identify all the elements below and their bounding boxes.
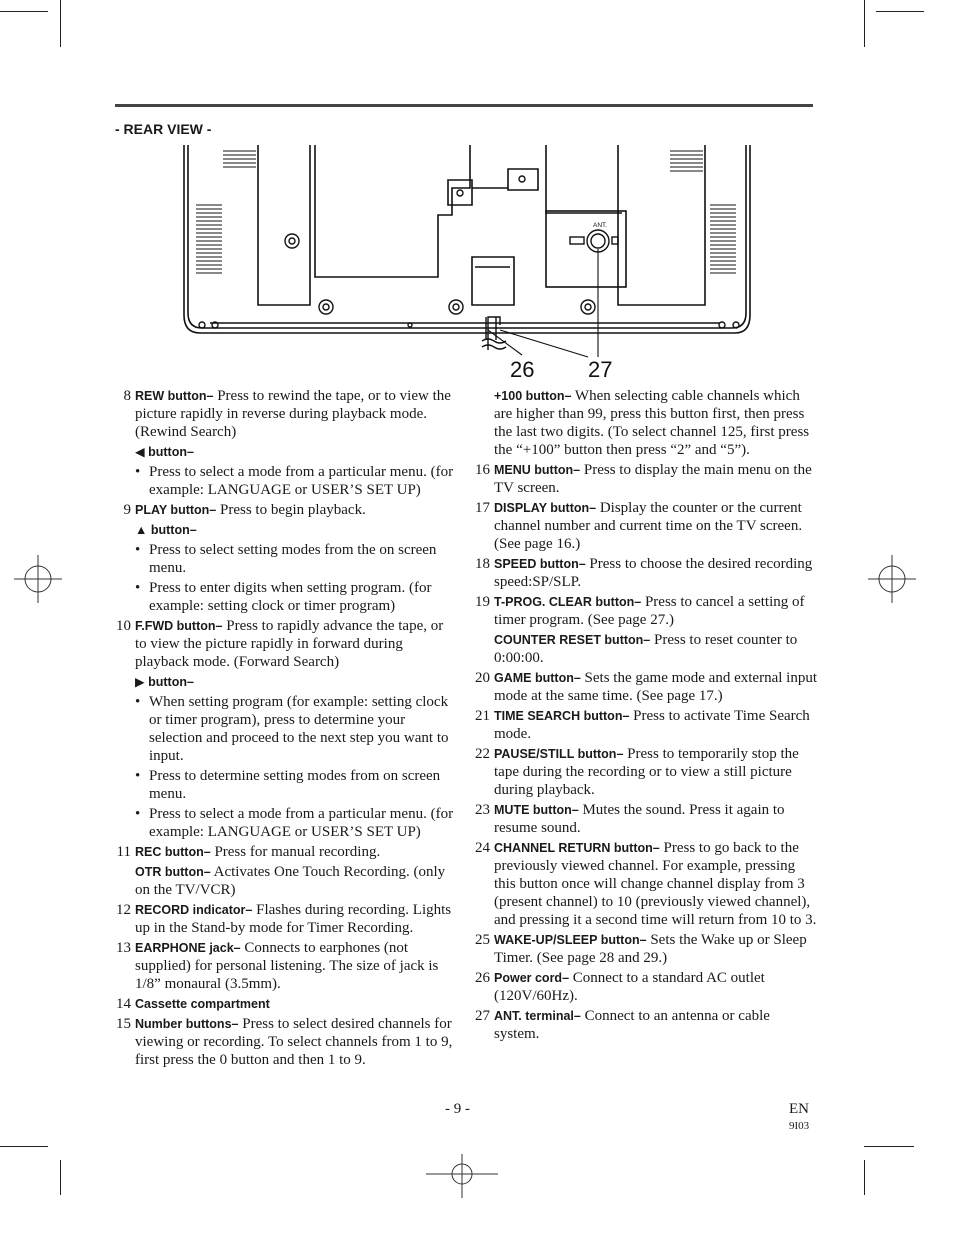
description-item	[113, 995, 458, 1013]
item-keyword: T-PROG. CLEAR button–	[494, 595, 642, 609]
crop-mark	[60, 1160, 61, 1195]
item-keyword: F.FWD button–	[135, 619, 223, 633]
item-number: 22	[475, 746, 490, 762]
description-item	[472, 461, 817, 497]
item-text: Connect to a standard AC outlet (120V/60Hz).	[494, 970, 765, 1004]
sub-item	[113, 863, 458, 899]
sub-item	[113, 443, 458, 461]
description-item	[113, 843, 458, 861]
description-item	[113, 501, 458, 519]
item-text: Press to activate Time Search mode.	[494, 708, 810, 742]
item-keyword: MENU button–	[494, 463, 581, 477]
antenna-label: ANT.	[593, 222, 608, 229]
item-number: 17	[475, 500, 490, 516]
registration-mark-icon	[868, 555, 916, 603]
description-item	[472, 839, 817, 929]
registration-mark-icon	[14, 555, 62, 603]
callout-26: 26	[510, 357, 535, 382]
bullet-text: • Press to select a mode from a particular menu. (for example: LANGUAGE or USER’S SET UP)	[149, 464, 454, 498]
bullet-item	[113, 767, 458, 803]
item-number: 23	[475, 802, 490, 818]
bullet-item	[113, 693, 458, 765]
sub-item-keyword: +100 button–	[494, 389, 572, 403]
item-text: Connect to an antenna or cable system.	[494, 1008, 770, 1042]
sub-item-text: When selecting cable channels which are higher than 99, press this button first, then press the last two digits. (To select channel 125, first press the “+100” button then press “2” and “5”).	[494, 388, 810, 458]
item-keyword: EARPHONE jack–	[135, 941, 241, 955]
item-keyword: Power cord–	[494, 971, 570, 985]
bullet-item	[113, 541, 458, 577]
bullet-item	[113, 579, 458, 615]
sub-item-keyword: button–	[147, 523, 197, 537]
language-code: EN	[789, 1101, 809, 1117]
bullet-text: • When setting program (for example: setting clock or timer program), press to determine your selection and proceed to the next step you want to input.	[149, 694, 449, 764]
description-item	[113, 939, 458, 993]
item-keyword: WAKE-UP/SLEEP button–	[494, 933, 647, 947]
item-keyword: REW button–	[135, 389, 214, 403]
sub-item-keyword: OTR button–	[135, 865, 211, 879]
item-text: Press to temporarily stop the tape during the recording or to view a still picture during playback.	[494, 746, 799, 798]
item-keyword: ANT. terminal–	[494, 1009, 581, 1023]
callout-27: 27	[588, 357, 613, 382]
description-item	[472, 745, 817, 799]
item-number: 25	[475, 932, 490, 948]
item-keyword: Cassette compartment	[135, 997, 270, 1011]
item-keyword: PLAY button–	[135, 503, 217, 517]
sub-item-keyword: COUNTER RESET button–	[494, 633, 651, 647]
item-number: 9	[123, 502, 131, 518]
bullet-text: • Press to select a mode from a particular menu. (for example: LANGUAGE or USER’S SET UP)	[149, 806, 454, 840]
item-number: 21	[475, 708, 490, 724]
crop-mark	[864, 1146, 914, 1147]
registration-mark-icon	[426, 1152, 498, 1200]
description-item	[113, 901, 458, 937]
description-item	[472, 1007, 817, 1043]
sub-item-keyword: button–	[144, 445, 194, 459]
crop-mark	[0, 11, 48, 12]
item-number: 19	[475, 594, 490, 610]
item-text: Connects to earphones (not supplied) for personal listening. The size of jack is 1/8” monaural (3.5mm).	[135, 940, 439, 992]
header-rule	[115, 104, 813, 107]
crop-mark	[60, 0, 61, 47]
description-item	[472, 969, 817, 1005]
crop-mark	[876, 11, 924, 12]
item-keyword: GAME button–	[494, 671, 581, 685]
item-number: 11	[116, 844, 131, 860]
page-number: - 9 -	[445, 1101, 470, 1117]
crop-mark	[864, 0, 865, 47]
sub-item	[472, 387, 817, 459]
item-number: 16	[475, 462, 490, 478]
section-title: - REAR VIEW -	[115, 121, 212, 137]
description-item	[472, 931, 817, 967]
item-text: Press to select desired channels for viewing or recording. To select channels from 1 to 9, first press the 0 button and then 1 to 9.	[135, 1016, 453, 1068]
description-item	[472, 669, 817, 705]
item-text: Press to rewind the tape, or to view the picture rapidly in reverse during playback mode. (Rewind Search)	[135, 388, 451, 440]
item-keyword: TIME SEARCH button–	[494, 709, 630, 723]
item-number: 18	[475, 556, 490, 572]
item-text: Press to rapidly advance the tape, or to view the picture rapidly in forward during playback mode. (Forward Search)	[135, 618, 444, 670]
item-keyword: RECORD indicator–	[135, 903, 253, 917]
item-text: Sets the game mode and external input mode at the same time. (See page 17.)	[494, 670, 817, 704]
item-number: 15	[116, 1016, 131, 1032]
description-item	[472, 499, 817, 553]
item-text: Press for manual recording.	[210, 844, 381, 860]
item-number: 8	[123, 388, 131, 404]
sub-item	[113, 673, 458, 691]
item-keyword: DISPLAY button–	[494, 501, 597, 515]
crop-mark	[864, 1160, 865, 1195]
item-text: Mutes the sound. Press it again to resume sound.	[494, 802, 785, 836]
item-keyword: Number buttons–	[135, 1017, 239, 1031]
bullet-text: • Press to select setting modes from the on screen menu.	[149, 542, 437, 576]
description-item	[472, 801, 817, 837]
arrow-button-icon: ◀	[135, 445, 145, 459]
sub-item-keyword: button–	[144, 675, 194, 689]
sub-item-text: Activates One Touch Recording. (only on the TV/VCR)	[135, 864, 446, 898]
description-item	[113, 387, 458, 441]
bullet-item	[113, 805, 458, 841]
description-item	[113, 1015, 458, 1069]
arrow-button-icon: ▶	[135, 675, 145, 689]
arrow-button-icon: ▲	[135, 523, 148, 537]
item-keyword: REC button–	[135, 845, 211, 859]
item-keyword: SPEED button–	[494, 557, 586, 571]
item-text: Press to begin playback.	[216, 502, 366, 518]
item-number: 24	[475, 840, 490, 856]
crop-mark	[0, 1146, 48, 1147]
sub-item	[113, 521, 458, 539]
sub-item-text: Press to reset counter to 0:00:00.	[494, 632, 798, 666]
item-number: 27	[475, 1008, 490, 1024]
bullet-text: • Press to enter digits when setting program. (for example: setting clock or timer program)	[149, 580, 432, 614]
item-number: 14	[116, 996, 131, 1012]
description-item	[472, 707, 817, 743]
item-number: 12	[116, 902, 131, 918]
right-text-column	[472, 387, 817, 1045]
item-keyword: PAUSE/STILL button–	[494, 747, 624, 761]
document-code: 9I03	[789, 1120, 810, 1132]
sub-item	[472, 631, 817, 667]
bullet-text: • Press to determine setting modes from on screen menu.	[149, 768, 441, 802]
description-item	[472, 593, 817, 629]
rear-view-diagram	[170, 145, 770, 385]
left-text-column	[113, 387, 458, 1071]
item-keyword: CHANNEL RETURN button–	[494, 841, 660, 855]
bullet-item	[113, 463, 458, 499]
item-number: 26	[475, 970, 490, 986]
item-text: Press to choose the desired recording speed:SP/SLP.	[494, 556, 813, 590]
item-text: Press to display the main menu on the TV screen.	[494, 462, 812, 496]
item-keyword: MUTE button–	[494, 803, 579, 817]
item-text: Press to go back to the previously viewed channel. For example, pressing this button once will change channel display from 3 (present channel) to 10 (previously viewed channel), and pressing it a second time will return from 10 to 3.	[494, 840, 817, 928]
item-number: 13	[116, 940, 131, 956]
item-number: 10	[116, 618, 131, 634]
item-text: Press to cancel a setting of timer program. (See page 27.)	[494, 594, 805, 628]
item-text: Sets the Wake up or Sleep Timer. (See page 28 and 29.)	[494, 932, 807, 966]
item-text: Flashes during recording. Lights up in the Stand-by mode for Timer Recording.	[135, 902, 452, 936]
description-item	[472, 555, 817, 591]
item-text: Display the counter or the current channel number and current time on the TV screen. (See page 16.)	[494, 500, 803, 552]
description-item	[113, 617, 458, 671]
item-number: 20	[475, 670, 490, 686]
